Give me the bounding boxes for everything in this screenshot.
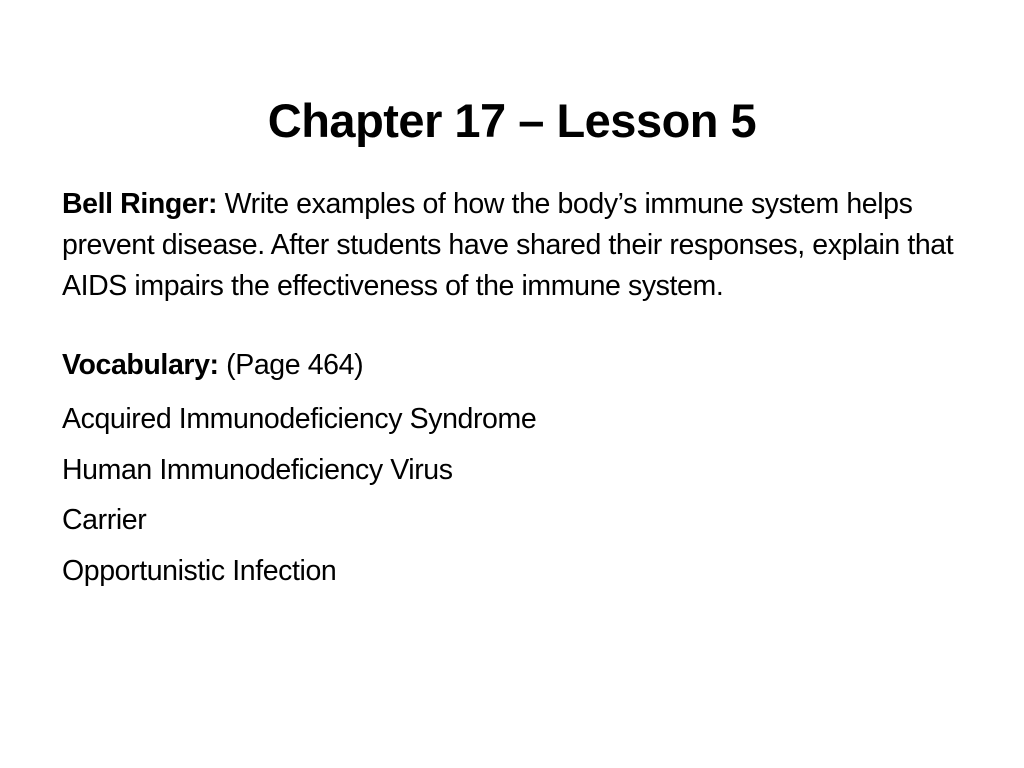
vocabulary-term: Acquired Immunodeficiency Syndrome (62, 403, 537, 435)
vocabulary-term: Human Immunodeficiency Virus (62, 453, 453, 486)
slide-body (62, 184, 962, 596)
bell-ringer-paragraph (62, 184, 962, 307)
bell-ringer-label: Bell Ringer: (62, 188, 218, 220)
bell-ringer-text: Write examples of how the body’s immune system helps prevent disease. After students have shared their responses, explain that AIDS impairs the effectiveness of the immune system. (62, 188, 954, 302)
vocabulary-list (62, 394, 962, 596)
vocabulary-section (62, 345, 962, 596)
slide-title: Chapter 17 – Lesson 5 (267, 94, 757, 148)
vocabulary-term: Opportunistic Infection (62, 554, 337, 587)
vocabulary-label: Vocabulary: (62, 349, 219, 381)
vocabulary-heading (62, 345, 962, 386)
vocabulary-term: Carrier (62, 504, 147, 536)
vocabulary-page-ref: (Page 464) (226, 349, 364, 381)
bell-ringer-section (62, 184, 962, 307)
